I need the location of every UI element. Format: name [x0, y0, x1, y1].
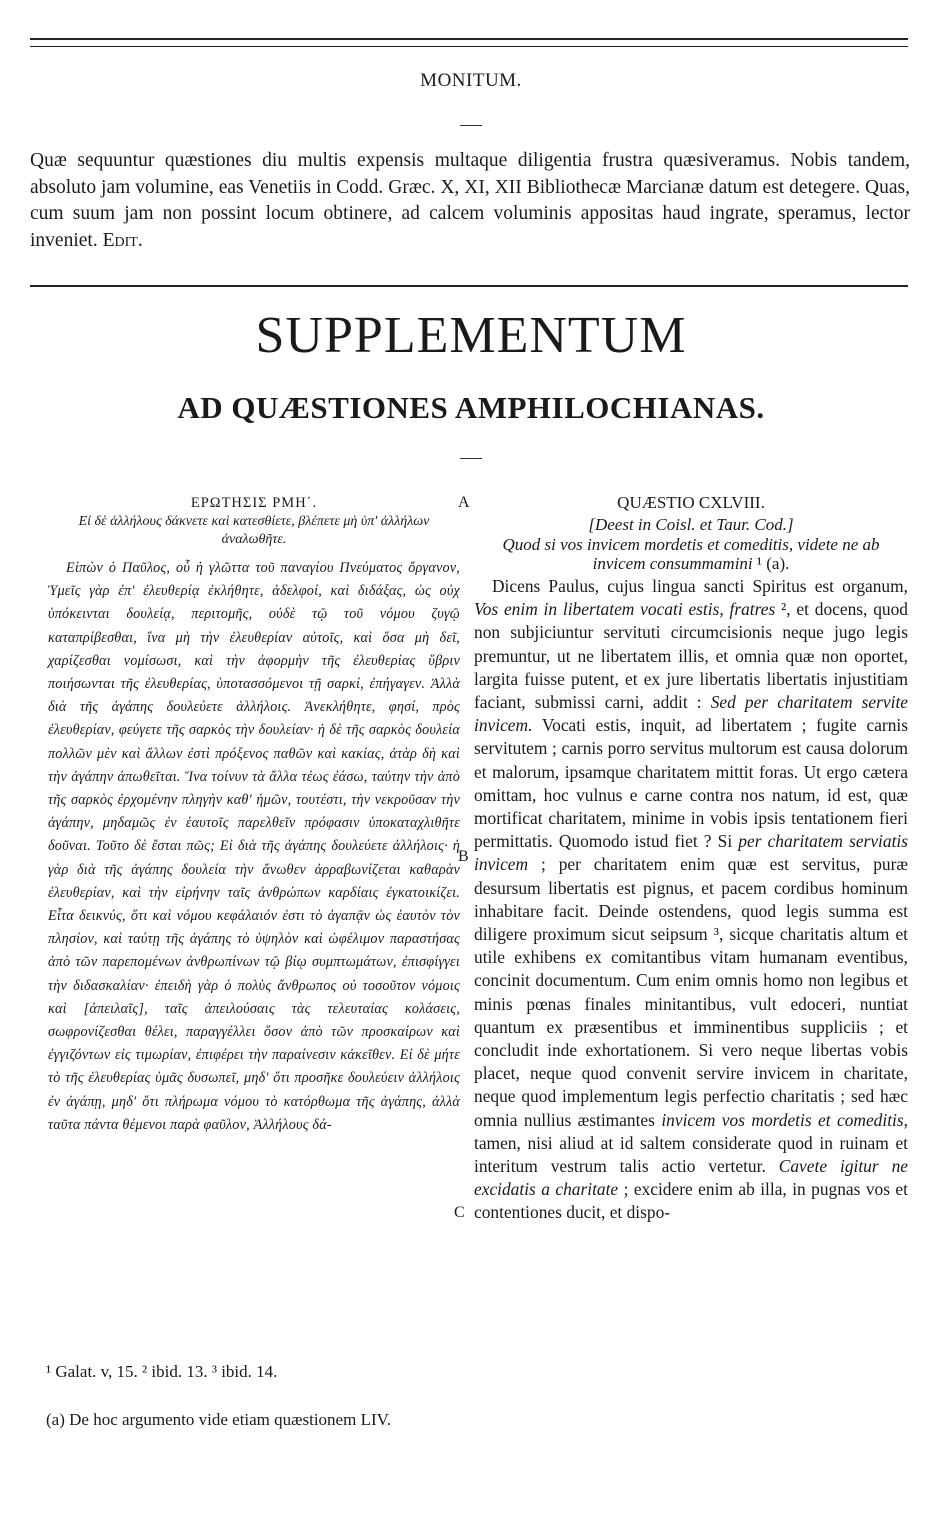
- margin-letter-b: B: [458, 848, 469, 865]
- latin-column: [474, 493, 908, 1225]
- margin-letter-a: A: [458, 494, 470, 511]
- monitum-signature: Edit.: [102, 229, 143, 251]
- monitum-body: Quæ sequuntur quæstiones diu multis expensis multaque diligentia frustra quæsiveramus. Nobis tandem, absoluto jam volumine, eas Venetiis in Codd. Græc. X, XI, XII Bibliothecæ Marcianæ datum est detegere. Quas, cum suum jam non possint locum obtinere, ad calcem voluminis appositas haud ingrate, speramus, lector inveniet.: [30, 150, 910, 251]
- latin-subheading-line1: Quod si vos invicem mordetis et comeditis, videte ne ab: [502, 535, 880, 554]
- greek-heading: ΕΡΩΤΗΣΙΣ ΡΜΗ΄.: [190, 495, 318, 511]
- greek-body: Εἰπὼν ὁ Παῦλος, οὗ ἡ γλῶττα τοῦ παναγίου Πνεύματος ὄργανον, Ὑμεῖς γὰρ ἐπ' ἐλευθερίᾳ ἐκλήθητε, ἀδελφοί, καὶ διδάξας, ὡς οὐχ ὑπόκεινται δουλείᾳ, περιτομῆς, οὐδὲ τῷ τοῦ νόμου ζυγῷ καταπρίβεσθαι, ἵνα μὴ τὴν ἐλευθερίαν αὐτοῖς, καὶ ὅσα μὴ δεῖ, χαρίζεσθαι νομίσωσι, καὶ τὴν ἀφορμὴν τῆς ἐλευθερίας ὕβριν ποιήσωνται τῆς ἐλευθερίας, ὑποτασσόμενοι τῇ σαρκί, ἐπήγαγεν. Ἀλλὰ διὰ τῆς ἀγάπης δουλεύετε ἀλλήλοις. Ἀνεκλήθητε, φησί, πρὸς ἐλευθερίαν, φεύγετε τῆς σαρκὸς τὴν δουλείαν· ἡ δὲ τῆς σαρκὸς δουλεία πολλῶν μὲν καὶ ἄλλων ἐστὶ πρόξενος παθῶν καὶ κακίας, ἀτὰρ δὴ καὶ τὴν ἀγάπην ἀπωθεῖται. Ἵνα τοίνυν τὰ ἄλλα τέως ἐάσω, ταύτην τὴν ἀπὸ τῆς σαρκὸς ἐρχομένην πληγὴν καθ' ἡμῶν, τουτέστι, τὴν νεκροῦσαν τὴν ἀγάπην, μηδαμῶς ἐν ἑαυτοῖς παρελθεῖν πρόφασιν ὑποκαταχλιθῆτε δοῦναι. Τοῦτο δὲ ἔσται πῶς; Εἰ διὰ τῆς ἀγάπης δουλεύετε ἀλλήλοις· ἡ γὰρ διὰ τῆς ἀγάπης δουλεία τὴν ἄνωθεν ἀρραβωνίζεται καθαρὰν ἐλευθερίαν, καὶ τὴν εἰρήνην ταῖς ἀνθρώπων καρδίαις ἐγκατοικίζει. Εἶτα δεικνύς, ὅτι καὶ νόμου κεφάλαιόν ἐστι τὸ ἀγαπᾷν ὡς ἑαυτὸν τὸν πλησίον, καὶ ταύτῃ τῆς ἀγάπης τὸ ὑψηλὸν καὶ ὠφέλιμον παραστήσας ἀπὸ τῶν παρεπομένων ἀνθρωπίνων τῷ βίῳ συμπτωμάτων, ἐπισφίγγει τὴν διδασκαλίαν· ἐπειδὴ γὰρ ὁ πολὺς ἄνθρωπος οὐ τοσοῦτον νόμοις καὶ [ἀπειλαῖς], ταῖς ἀπειλούσαις τὰς τελευταίας κολάσεις, σωφρονίζεσθαι θέλει, παραγγέλλει ὅσον ἀπὸ τῶν προσκαίρων καὶ ἐγγιζόντων εἰς τιμωρίαν, ἐπιφέρει τὴν παραίνεσιν κἀκεῖθεν. Εἰ δὲ μήτε τὸ τῆς ἐλευθερίας ὑμᾶς δυσωπεῖ, μηδ' ὅτι προσῆκε δουλεύειν ἀλλήλοις ἐν ἀγάπῃ, μηδ' ὅτι πλήρωμα νόμου τὸ κατόρθωμα τῆς ἀγάπης, ἀλλὰ ταῦτα πάντα θέμενοι παρὰ φαῦλον, Ἀλλήλους δά-: [48, 560, 460, 1133]
- dash-separator: [460, 125, 482, 126]
- greek-column: [48, 493, 460, 1137]
- latin-bracket-note: [Deest in Coisl. et Taur. Cod.]: [588, 515, 794, 534]
- latin-subheading-line2: [474, 554, 908, 573]
- monitum-title: MONITUM.: [420, 70, 522, 91]
- section-rule: [30, 285, 908, 287]
- margin-letter-c: C: [454, 1204, 465, 1221]
- latin-heading: QUÆSTIO CXLVIII.: [617, 493, 765, 512]
- editor-note: (a) De hoc argumento vide etiam quæstionem LIV.: [46, 1410, 391, 1429]
- latin-subheading-note: ¹ (a).: [756, 554, 790, 573]
- greek-subheading: Εἰ δὲ ἀλλήλους δάκνετε καὶ κατεσθίετε, βλέπετε μὴ ὑπ' ἀλλήλων ἀναλωθῆτε.: [78, 514, 430, 547]
- supplement-subtitle: AD QUÆSTIONES AMPHILOCHIANAS.: [177, 390, 765, 425]
- latin-body: Dicens Paulus, cujus lingua sancti Spiritus est organum, Vos enim in libertatem vocati estis, fratres ², et docens, quod non subjiciuntur servituti circumcisionis neque jugo legis premuntur, ut ne libertatem illis, et omnia quæ non oportet, largita fuisse putent, et ex jure libertatis libertatis injustitiam faciant, submissi carni, addit : Sed per charitatem servite invicem. Vocati estis, inquit, ad libertatem ; fugite carnis servitutem ; carnis porro servitus multorum est causa dolorum et malorum, ipsamque charitatem mittit foras. Ut ergo cætera omittam, hoc vulnus e carne contra nos natum, id est, quæ mortificat charitatem, minime in vobis ipsis tentationem fieri permittatis. Quomodo istud fiet ? Si per charitatem serviatis invicem ; per charitatem enim quæ est servitus, puræ desursum libertatis est pignus, et pacem cordibus hominum inhabitare facit. Deinde ostendens, quod legis summa est diligere proximum sicut seipsum ³, sicque charitatis altum et utile exhibens ex comitantibus vitam humanam eventibus, concinit documentum. Cum enim omnis homo non legibus et minis pœnas finales minitantibus, vult edoceri, nuntiat quantum ex præsentibus et imminentibus suppliciis ; et concludit inde exhortationem. Si vero neque libertas vobis placet, neque quod convenit servire invicem in charitate, neque quod implementum legis perfectio charitatis ; sed hæc omnia nullius æstimantes invicem vos mordetis et comeditis, tamen, nisi aliud at id saltem considerate quod in ruinam et interitum vestrum talis actio vertetur. Cavete igitur ne excidatis a charitate ; excidere enim ab illa, in pugnas vos et contentiones ducit, et dispo-: [474, 576, 909, 1223]
- footnotes: ¹ Galat. v, 15. ² ibid. 13. ³ ibid. 14.: [46, 1362, 278, 1381]
- dash-separator: [460, 458, 482, 459]
- supplement-title: SUPPLEMENTUM: [255, 307, 687, 364]
- monitum-text: [30, 148, 910, 254]
- top-double-rule: [30, 38, 908, 47]
- latin-subheading-line2-text: invicem consummamini: [592, 554, 753, 573]
